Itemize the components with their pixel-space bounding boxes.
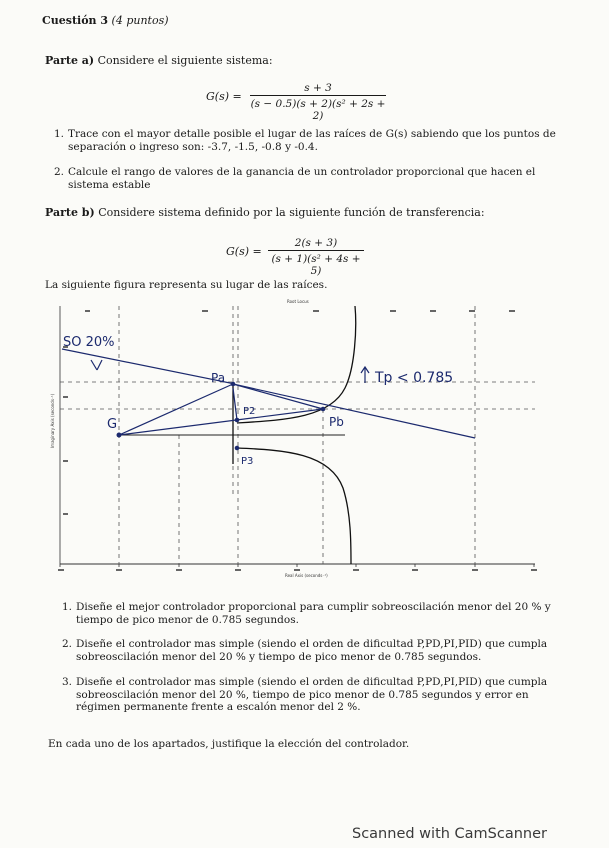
handwritten-points: [117, 382, 326, 451]
root-locus-svg: [50, 298, 545, 583]
locus-branch-lower: [237, 448, 351, 564]
part-a-item-1: [54, 128, 558, 153]
item-text: Diseñe el controlador mas simple (siendo el orden de dificultad P,PD,PI,PID) que cumpla sobreoscilación menor del 20 %, tiempo de pico menor de 0.785 segundos y error en régimen permanente frente a escalón menor del 2 %.: [76, 676, 548, 713]
part-b-tf-lhs: G(s) =: [226, 245, 262, 258]
plot-title: Root Locus: [287, 299, 309, 304]
plot-xlabel: Real Axis (seconds⁻¹): [285, 573, 328, 578]
item-text: Diseñe el controlador mas simple (siendo el orden de dificultad P,PD,PI,PID) que cumpla sobreoscilación menor del 20 % y tiempo de pico menor de 0.785 segundos.: [76, 638, 548, 663]
part-a-intro: Considere el siguiente sistema:: [97, 54, 273, 67]
part-b-item-2: [62, 638, 554, 663]
part-b-transfer-function: [268, 237, 364, 277]
item-number: 1.: [62, 601, 73, 613]
figure-caption: La siguiente figura representa su lugar de las raíces.: [45, 279, 328, 291]
part-a-item-2: [54, 166, 563, 191]
handwritten-lines: [62, 349, 475, 438]
hw-g: G: [107, 417, 118, 432]
tick-marks-top: [85, 310, 515, 312]
part-a-heading: [45, 54, 273, 67]
closing-instruction: En cada uno de los apartados, justifique la elección del controlador.: [48, 738, 410, 750]
item-text: Diseñe el mejor controlador proporcional para cumplir sobreoscilación menor del 20 % y tiempo de pico menor de 0.785 segundos.: [76, 601, 551, 626]
hw-pa: Pa: [211, 371, 226, 385]
camscanner-watermark: Scanned with CamScanner: [352, 826, 548, 842]
part-b-tf-denominator: (s + 1)(s² + 4s + 5): [268, 250, 364, 277]
part-a-tf-numerator: s + 3: [304, 82, 332, 94]
part-b-label: Parte b): [45, 206, 95, 219]
question-header: [42, 14, 169, 27]
question-points: (4 puntos): [111, 14, 169, 27]
hw-tp: Tp < 0.785: [375, 370, 454, 386]
root-locus-figure: [50, 298, 545, 583]
part-b-tf-numerator: 2(s + 3): [294, 237, 338, 249]
plot-ylabel: Imaginary Axis (seconds⁻¹): [50, 393, 55, 448]
item-text: Calcule el rango de valores de la ganancia de un controlador proporcional que hacen el sistema estable: [68, 166, 536, 191]
y-tick-marks: [63, 346, 68, 515]
part-b-heading: [45, 206, 485, 219]
hw-p2: P2: [243, 406, 256, 417]
part-b-intro: Considere sistema definido por la siguiente función de transferencia:: [98, 206, 485, 219]
part-a-label: Parte a): [45, 54, 95, 67]
part-b-item-3: [62, 676, 554, 714]
hw-overshoot: SO 20%: [63, 335, 115, 350]
part-a-tf-denominator: (s − 0.5)(s + 2)(s² + 2s + 2): [250, 95, 386, 122]
item-number: 3.: [62, 676, 73, 688]
item-number: 1.: [54, 128, 65, 140]
hw-pb: Pb: [329, 415, 344, 429]
x-tick-labels: [58, 569, 537, 571]
part-a-tf-lhs: G(s) =: [206, 90, 242, 103]
part-b-item-1: [62, 601, 554, 626]
item-number: 2.: [62, 638, 73, 650]
item-number: 2.: [54, 166, 65, 178]
hw-p3: P3: [241, 456, 254, 467]
part-a-transfer-function: [250, 82, 386, 122]
item-text: Trace con el mayor detalle posible el lugar de las raíces de G(s) sabiendo que los puntos de separación o ingreso son: -3.7, -1.5, -0.8 y -0.4.: [68, 128, 556, 153]
question-title: Cuestión 3: [42, 14, 109, 27]
